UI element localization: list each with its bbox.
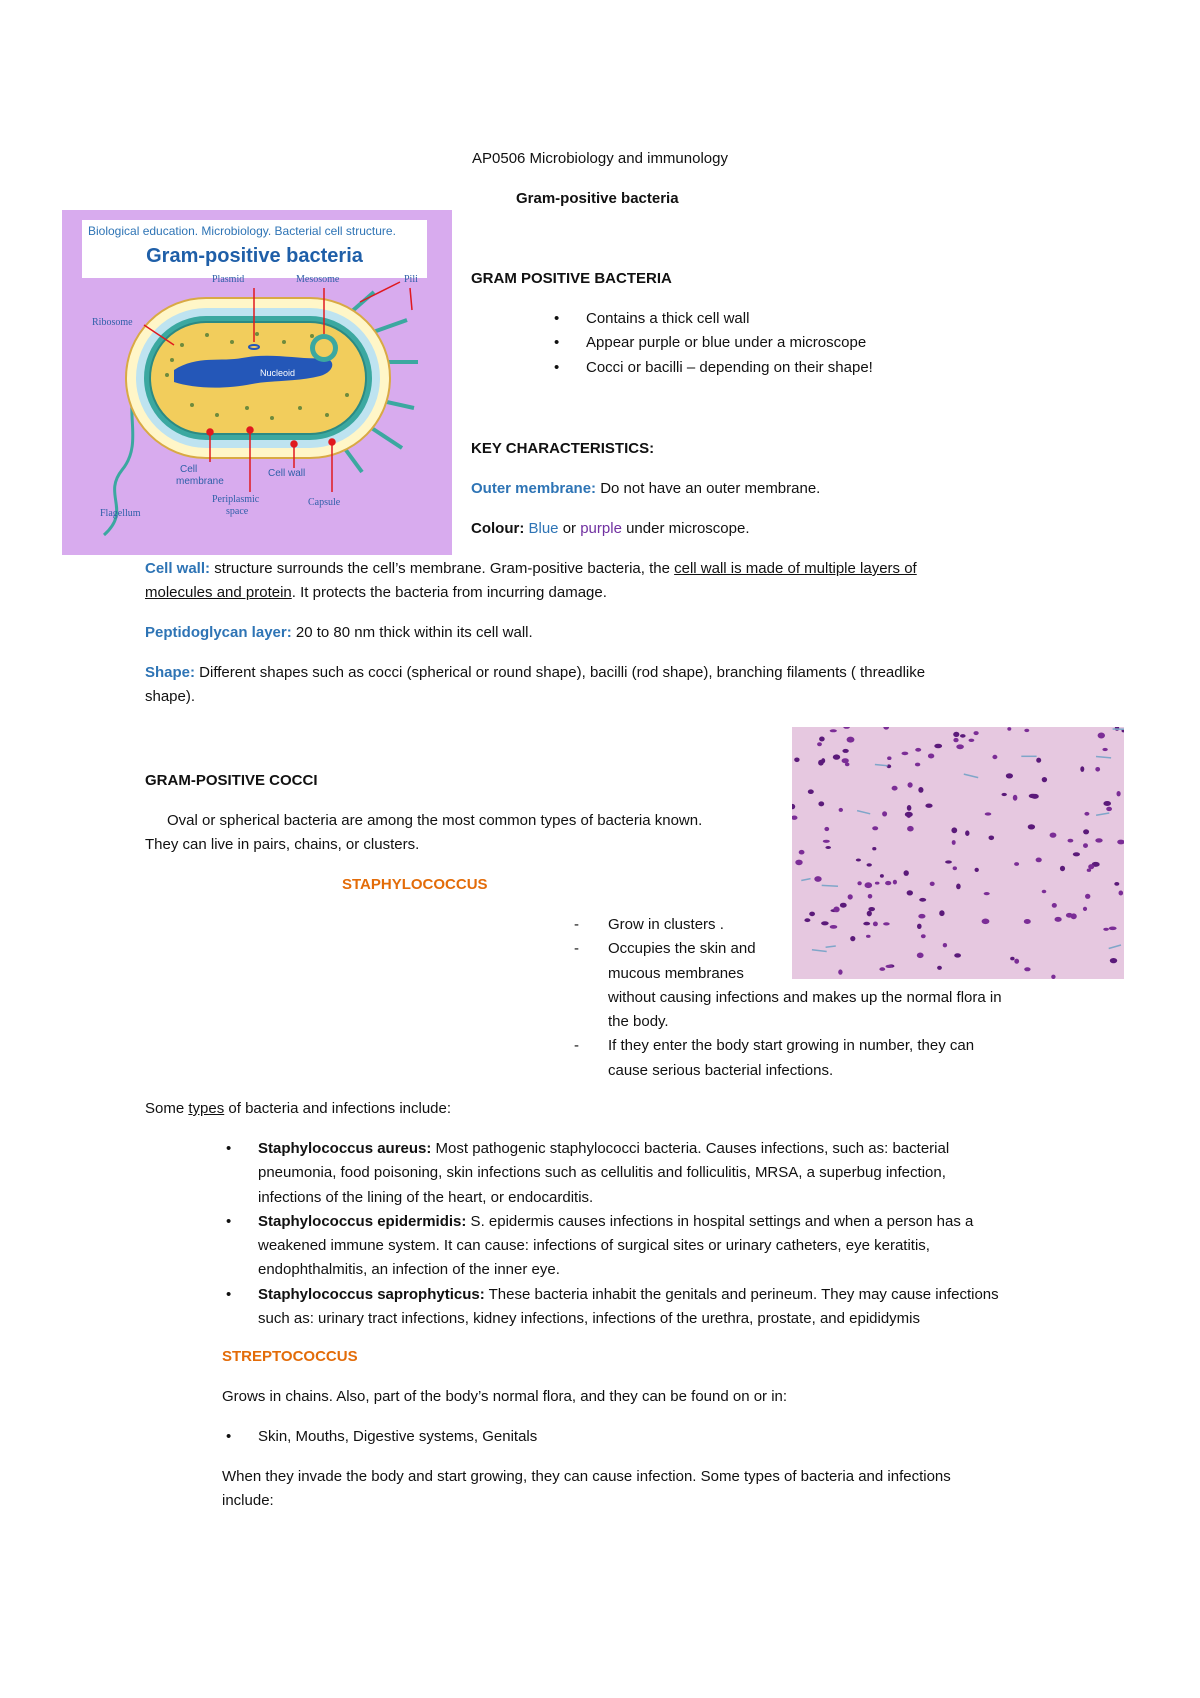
colour-blue: Blue	[528, 520, 559, 537]
cocci-line-1: Oval or spherical bacteria are among the most common types of bacteria known.	[167, 812, 703, 829]
coccus-speck	[847, 737, 855, 743]
coccus-speck	[1002, 793, 1007, 796]
streptococcus-outro	[222, 1465, 1102, 1514]
outer-membrane-label: Outer membrane:	[471, 480, 597, 497]
list-item: • Cocci or bacilli – depending on their shape!	[548, 356, 873, 380]
coccus-speck	[814, 876, 821, 882]
coccus-speck	[799, 850, 805, 855]
ribosome-label: Ribosome	[92, 317, 133, 328]
coccus-speck	[883, 727, 889, 730]
streptococcus-intro: Grows in chains. Also, part of the body’s normal flora, and they can be found on or in:	[222, 1388, 788, 1405]
cocci-paragraph	[145, 809, 785, 858]
plasmid-label: Plasmid	[212, 274, 245, 285]
coccus-speck	[1029, 794, 1037, 798]
coccus-speck	[907, 890, 913, 895]
staphylococcus-species-list	[220, 1137, 1120, 1331]
coccus-speck	[857, 881, 861, 885]
background-streak	[1096, 757, 1111, 758]
coccus-speck	[930, 882, 935, 886]
coccus-speck	[1103, 801, 1111, 806]
coccus-speck	[1050, 833, 1057, 838]
coccus-speck	[974, 731, 979, 735]
coccus-speck	[817, 742, 822, 746]
species-text: such as: urinary tract infections, kidney infections, infections of the urethra, prostate, and epididymis	[258, 1310, 921, 1328]
feature-text: mucous membranes	[608, 964, 744, 982]
coccus-speck	[1119, 891, 1124, 896]
coccus-speck	[1117, 840, 1124, 845]
types-underlined: types	[188, 1100, 225, 1117]
coccus-speck	[1102, 748, 1107, 751]
types-post: of bacteria and infections include:	[224, 1100, 452, 1117]
coccus-speck	[843, 727, 849, 729]
pili-label: Pili	[404, 274, 418, 285]
coccus-speck	[907, 805, 912, 811]
coccus-speck	[985, 812, 992, 815]
coccus-speck	[830, 729, 837, 732]
gram-positive-diagram	[62, 210, 452, 555]
capsule-label: Capsule	[308, 497, 341, 508]
coccus-speck	[907, 826, 914, 832]
staphylococcus-heading: STAPHYLOCOCCUS	[342, 876, 488, 893]
shape-label: Shape:	[145, 664, 196, 681]
background-streak	[801, 879, 810, 881]
coccus-speck	[1106, 807, 1112, 811]
cocci-line-2: They can live in pairs, chains, or clusters.	[145, 836, 420, 854]
coccus-speck	[818, 801, 824, 806]
diagram-top-line: Biological education. Microbiology. Bacterial cell structure.	[88, 224, 396, 238]
coccus-speck	[1007, 727, 1011, 731]
coccus-speck	[825, 846, 831, 849]
background-streak	[875, 765, 888, 766]
background-streak	[857, 811, 870, 814]
cell-wall-text-2: . It protects the bacteria from incurring damage.	[291, 584, 607, 602]
coccus-speck	[902, 752, 909, 756]
list-item	[570, 937, 1090, 1034]
colour-label: Colour:	[471, 520, 525, 537]
background-streak	[964, 774, 978, 778]
key-characteristics-heading: KEY CHARACTERISTICS:	[471, 440, 655, 457]
coccus-speck	[915, 748, 921, 752]
background-streak	[1096, 813, 1109, 815]
coccus-speck	[951, 827, 957, 833]
coccus-speck	[868, 907, 875, 911]
coccus-speck	[1036, 758, 1041, 763]
coccus-speck	[1028, 824, 1035, 829]
coccus-speck	[989, 836, 995, 841]
coccus-speck	[839, 808, 843, 812]
feature-text: - Occupies the skin and	[608, 940, 756, 958]
coccus-speck	[918, 787, 923, 793]
coccus-speck	[965, 830, 969, 836]
coccus-speck	[1095, 767, 1100, 772]
diagram-heading: Gram-positive bacteria	[146, 245, 363, 267]
cell-wall-underline-1: cell wall is made of multiple layers of	[674, 560, 917, 577]
coccus-speck	[992, 755, 997, 759]
cell-membrane-label-2: membrane	[176, 476, 224, 487]
species-name: Staphylococcus epidermidis:	[258, 1212, 467, 1230]
feature-text: without causing infections and makes up the normal flora in	[608, 988, 1002, 1006]
coccus-speck	[1042, 777, 1047, 782]
coccus-speck	[882, 811, 887, 816]
coccus-speck	[842, 758, 849, 763]
coccus-speck	[892, 786, 898, 791]
coccus-speck	[795, 860, 802, 866]
coccus-speck	[1024, 729, 1029, 732]
coccus-speck	[833, 754, 840, 759]
cell-wall-label: Cell wall:	[145, 560, 211, 577]
coccus-speck	[1095, 838, 1102, 842]
coccus-speck	[842, 749, 848, 753]
nucleoid-label: Nucleoid	[260, 368, 296, 378]
coccus-speck	[1084, 812, 1089, 816]
coccus-speck	[1083, 907, 1087, 911]
coccus-speck	[975, 868, 979, 872]
coccus-speck	[1110, 958, 1117, 963]
coccus-speck	[875, 882, 880, 885]
coccus-speck	[953, 738, 958, 742]
cell-wall-label: Cell wall	[268, 468, 306, 479]
coccus-speck	[1098, 733, 1105, 739]
species-text: S. epidermis causes infections in hospital settings and when a person has a	[466, 1212, 974, 1230]
coccus-speck	[885, 881, 891, 885]
coccus-speck	[908, 782, 913, 787]
list-item: • Contains a thick cell wall	[548, 307, 873, 331]
feature-text: - If they enter the body start growing in number, they can	[608, 1037, 975, 1055]
list-item	[570, 1034, 1090, 1083]
flagellum-label: Flagellum	[100, 508, 141, 519]
coccus-speck	[1060, 866, 1065, 871]
shape-line-1: Different shapes such as cocci (spherical or round shape), bacilli (rod shape), branching filaments ( threadlike	[195, 664, 926, 681]
coccus-speck	[905, 812, 913, 817]
coccus-speck	[934, 744, 942, 749]
colour-or: or	[558, 520, 581, 537]
coccus-speck	[893, 880, 897, 885]
feature-text: Grow in clusters .	[608, 916, 724, 933]
peptidoglycan-label: Peptidoglycan layer:	[145, 624, 292, 641]
background-streak	[1109, 945, 1121, 949]
coccus-speck	[833, 907, 839, 913]
species-text: These bacteria inhabit the genitals and perineum. They may cause infections	[484, 1285, 999, 1303]
gram-positive-heading: GRAM POSITIVE BACTERIA	[471, 270, 672, 287]
staphylococcus-features	[570, 913, 1090, 1083]
coccus-speck	[887, 756, 891, 760]
coccus-speck	[1109, 927, 1117, 931]
coccus-speck	[1068, 839, 1074, 843]
feature-text: cause serious bacterial infections.	[608, 1061, 834, 1079]
colour-purple: purple	[580, 520, 622, 537]
coccus-speck	[808, 789, 814, 794]
gram-positive-list	[548, 307, 873, 380]
coccus-speck	[1013, 795, 1018, 801]
list-item	[220, 1210, 1120, 1283]
outer-membrane-line	[471, 477, 820, 501]
coccus-speck	[953, 866, 957, 870]
coccus-speck	[823, 840, 830, 843]
peptidoglycan-text: 20 to 80 nm thick within its cell wall.	[291, 624, 533, 641]
coccus-speck	[840, 903, 847, 908]
coccus-speck	[984, 892, 990, 895]
coccus-speck	[794, 758, 799, 763]
feature-text: the body.	[608, 1013, 669, 1031]
coccus-speck	[1085, 894, 1090, 899]
coccus-speck	[1103, 928, 1109, 931]
coccus-speck	[915, 763, 920, 767]
coccus-speck	[953, 732, 959, 737]
outro-line-1: When they invade the body and start growing, they can cause infection. Some types of bacteria and infections	[222, 1468, 951, 1485]
coccus-speck	[1052, 903, 1057, 908]
mesosome-label: Mesosome	[296, 274, 340, 285]
outer-membrane-text: Do not have an outer membrane.	[596, 480, 821, 497]
coccus-speck	[1117, 791, 1121, 796]
periplasmic-label-2: space	[226, 506, 249, 517]
bacterium-illustration	[62, 210, 452, 555]
colour-rest: under microscope.	[621, 520, 750, 537]
coccus-speck	[1114, 882, 1119, 886]
coccus-speck	[1083, 829, 1089, 834]
coccus-speck	[792, 816, 798, 820]
coccus-speck	[928, 754, 934, 759]
species-text: weakened immune system. It can cause: infections of surgical sites or urinary catheters, eye keratitis,	[258, 1237, 930, 1255]
species-name: Staphylococcus saprophyticus:	[258, 1285, 485, 1303]
coccus-speck	[960, 734, 966, 738]
coccus-speck	[952, 840, 956, 845]
periplasmic-label-1: Periplasmic	[212, 494, 260, 505]
coccus-speck	[867, 863, 872, 866]
types-pre: Some	[145, 1100, 189, 1117]
background-streak	[822, 885, 838, 886]
coccus-speck	[969, 739, 975, 742]
coccus-speck	[1080, 766, 1084, 772]
coccus-speck	[819, 737, 825, 742]
list-item	[220, 1283, 1120, 1332]
list-item	[220, 1137, 1120, 1210]
cell-membrane-label-1: Cell	[180, 464, 198, 475]
coccus-speck	[919, 898, 926, 902]
cell-wall-paragraph	[145, 557, 1045, 606]
page-title: Gram-positive bacteria	[516, 190, 679, 207]
coccus-speck	[865, 882, 873, 888]
course-title: AP0506 Microbiology and immunology	[472, 150, 728, 167]
species-name: Staphylococcus aureus:	[258, 1140, 432, 1157]
coccus-speck	[1042, 890, 1047, 894]
outro-line-2: include:	[222, 1492, 274, 1510]
species-text: infections of the lining of the heart, or endocarditis.	[258, 1188, 594, 1206]
shape-paragraph	[145, 661, 1045, 710]
coccus-speck	[792, 804, 795, 809]
coccus-speck	[848, 894, 853, 899]
coccus-speck	[872, 826, 878, 830]
coccus-speck	[1006, 773, 1013, 778]
coccus-speck	[1036, 858, 1042, 863]
coccus-speck	[856, 859, 861, 862]
coccus-speck	[956, 744, 964, 749]
species-text: endophthalmitis, an infection of the inner eye.	[258, 1261, 560, 1279]
species-text: Most pathogenic staphylococci bacteria. Causes infections, such as: bacterial	[431, 1140, 950, 1157]
coccus-speck	[904, 870, 909, 876]
coccus-speck	[872, 847, 876, 850]
coccus-speck	[1083, 843, 1088, 848]
list-item	[570, 913, 1090, 937]
coccus-speck	[945, 860, 952, 863]
coccus-speck	[1014, 862, 1019, 866]
colour-line	[471, 517, 749, 541]
coccus-speck	[956, 884, 961, 890]
coccus-speck	[821, 758, 825, 763]
list-item: • Appear purple or blue under a microscope	[548, 331, 873, 355]
cell-wall-text-1: structure surrounds the cell’s membrane. Gram-positive bacteria, the	[210, 560, 675, 577]
gram-positive-cocci-heading: GRAM-POSITIVE COCCI	[145, 772, 318, 789]
streptococcus-locations	[220, 1425, 537, 1449]
streptococcus-heading: STREPTOCOCCUS	[222, 1348, 358, 1365]
coccus-speck	[925, 804, 932, 808]
cell-wall-underline-2: molecules and protein	[145, 584, 292, 602]
types-intro	[145, 1097, 451, 1121]
coccus-speck	[880, 874, 884, 878]
species-text: pneumonia, food poisoning, skin infections such as cellulitis and folliculitis, MRSA, a superbug infection,	[258, 1164, 946, 1182]
coccus-speck	[868, 894, 873, 899]
coccus-speck	[824, 827, 829, 831]
coccus-speck	[1073, 852, 1080, 856]
peptidoglycan-line	[145, 621, 533, 645]
coccus-speck	[1088, 864, 1094, 869]
list-item: • Skin, Mouths, Digestive systems, Genitals	[220, 1425, 537, 1449]
shape-line-2: shape).	[145, 688, 196, 706]
